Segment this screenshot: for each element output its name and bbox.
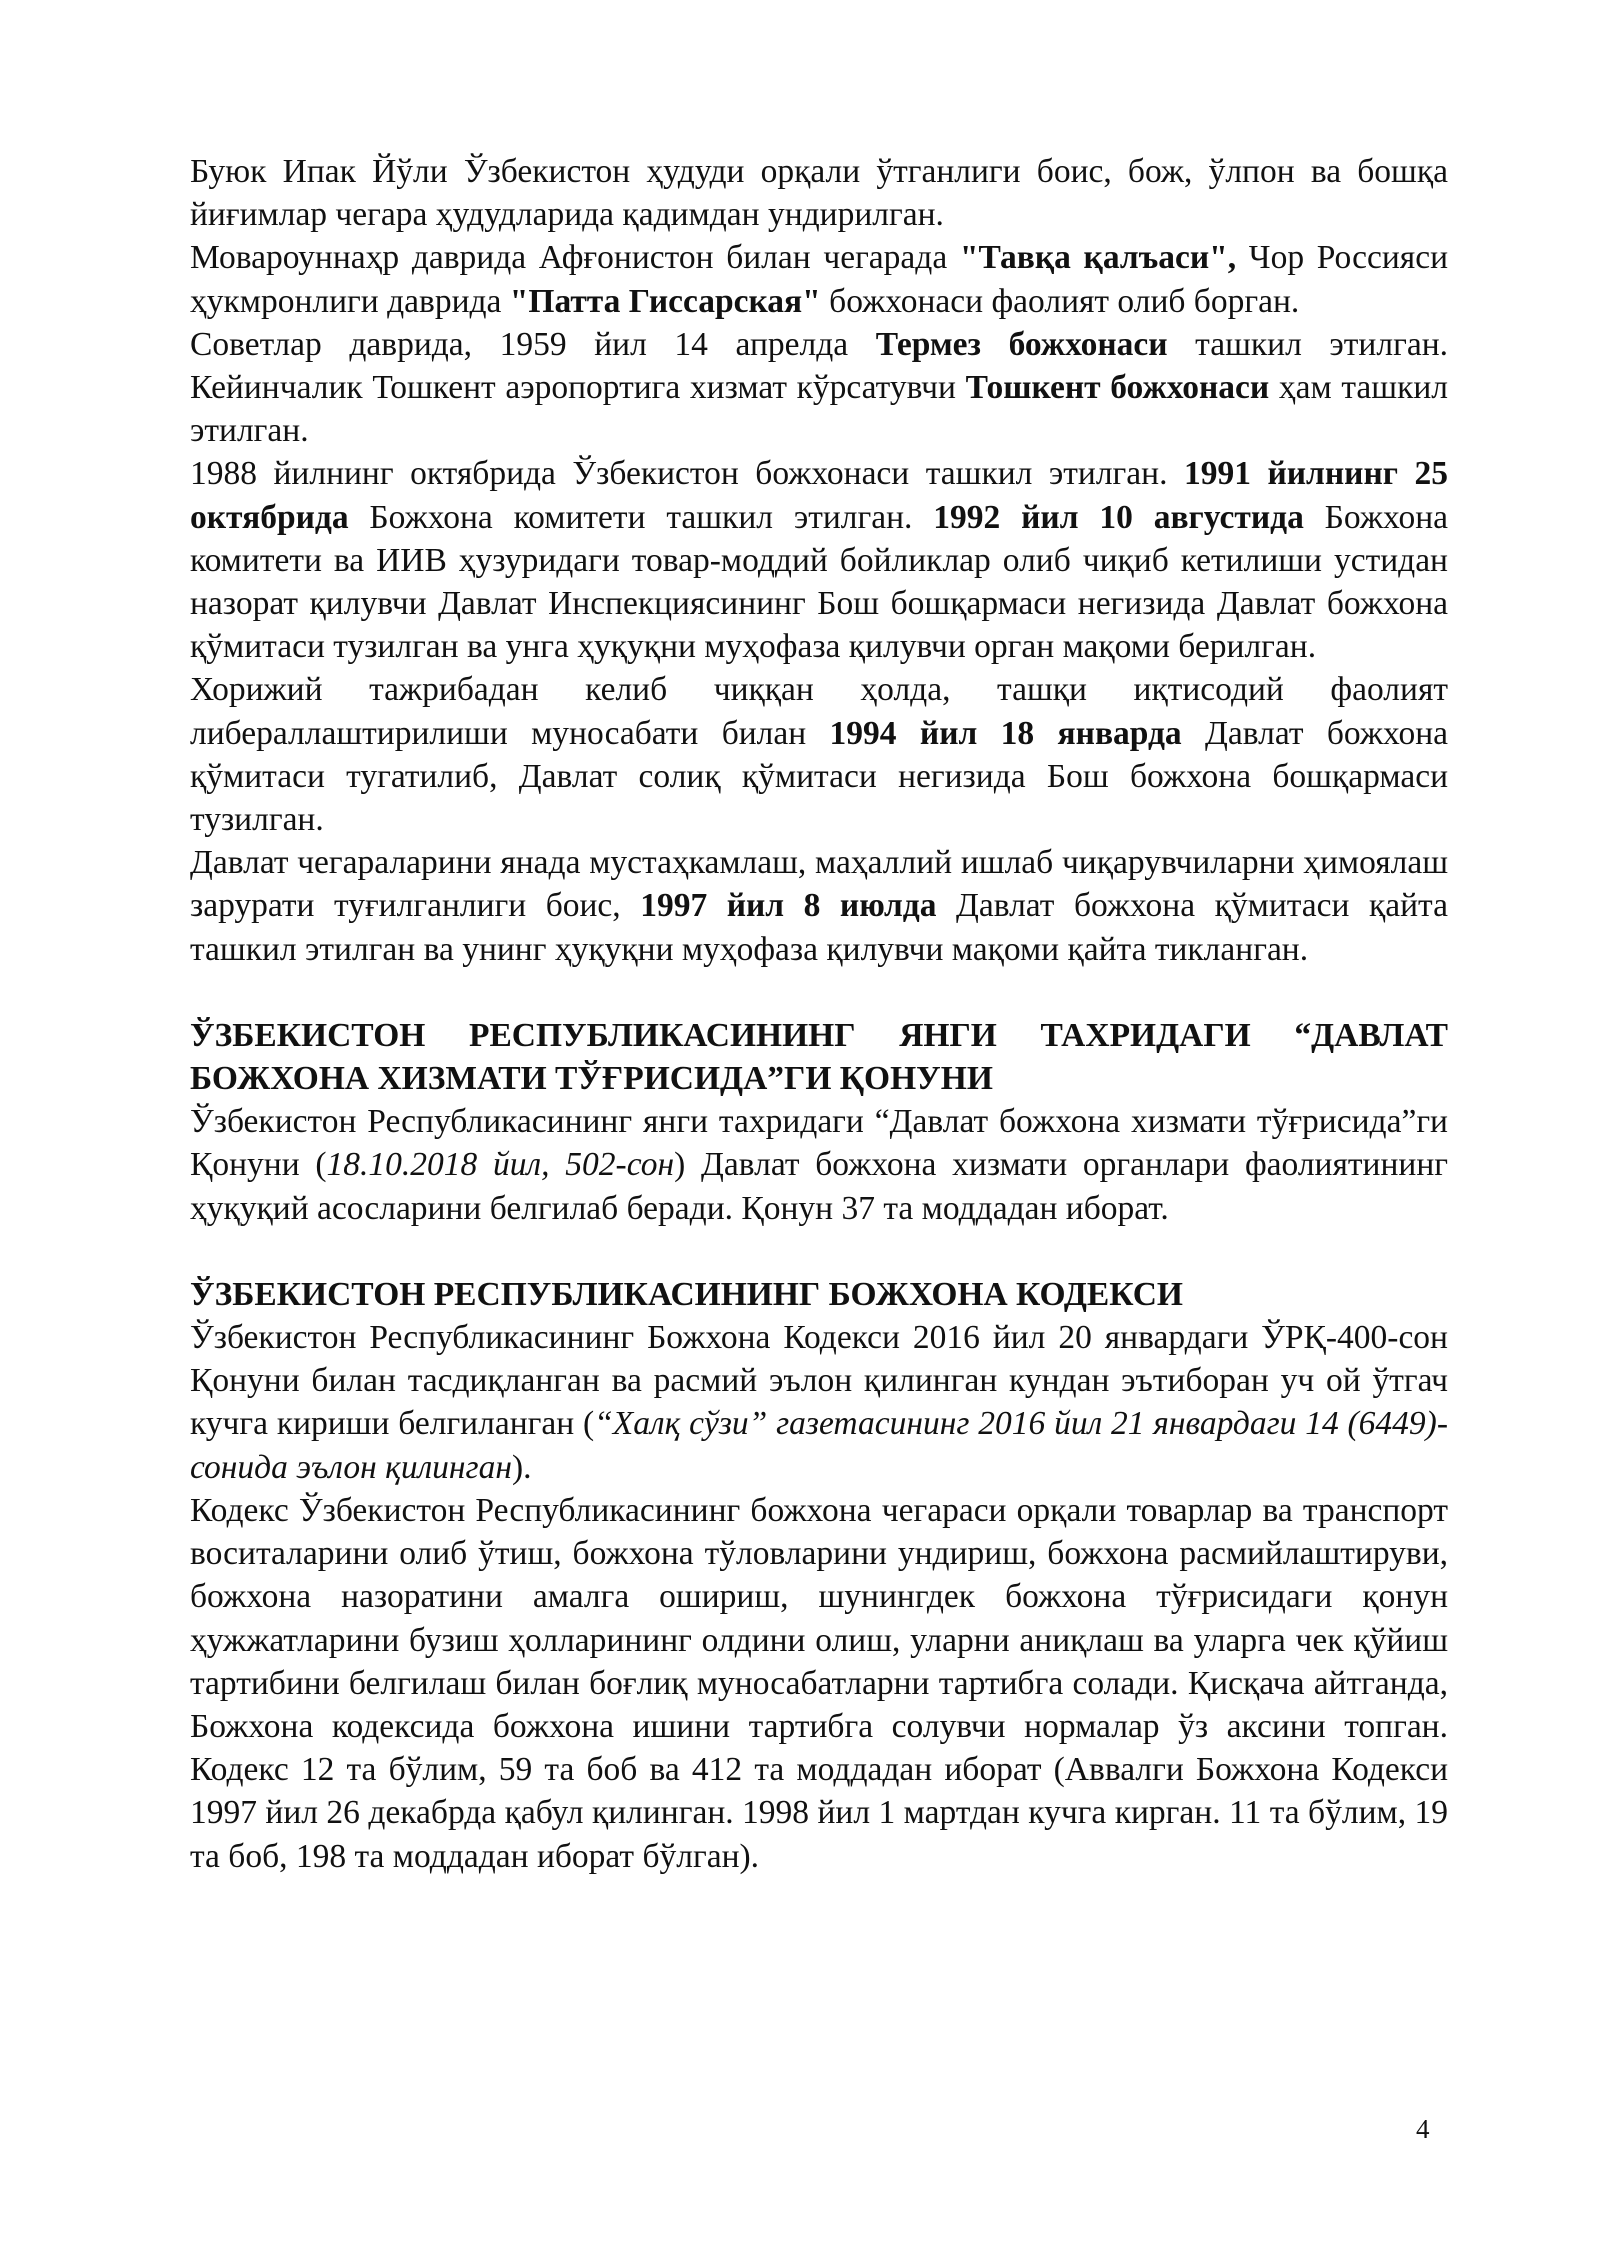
paragraph bbox=[190, 236, 1448, 322]
paragraph bbox=[190, 1100, 1448, 1230]
italic-text: “Халқ сўзи” газетасининг 2016 йил 21 январдаги 14 (6449)-сонида эълон қилинган bbox=[190, 1405, 1448, 1486]
bold-text: "Патта Гиссарская" bbox=[509, 282, 821, 320]
text-run: Божхона комитети ташкил этилган. bbox=[348, 498, 934, 536]
text-run: Чор Россияси ҳукмронлиги даврида bbox=[190, 239, 1449, 320]
section-heading-law: ЎЗБЕКИСТОН РЕСПУБЛИКАСИНИНГ ЯНГИ ТАХРИДАГИ “ДАВЛАТ БОЖХОНА ХИЗМАТИ ТЎҒРИСИДА”ГИ ҚОНУНИ bbox=[190, 1016, 1448, 1098]
text-run: ). bbox=[511, 1448, 532, 1486]
spacer bbox=[190, 971, 1448, 1014]
text-run: ташкил этилган. Кейинчалик Тошкент аэропортига хизмат кўрсатувчи bbox=[190, 325, 1448, 407]
paragraph bbox=[190, 323, 1448, 453]
paragraph bbox=[190, 452, 1448, 668]
paragraph bbox=[190, 1316, 1448, 1489]
paragraph bbox=[190, 841, 1448, 971]
text-run: Мовароуннаҳр даврида Афғонистон билан чегарада bbox=[190, 239, 960, 277]
text-run: ҳам ташкил этилган. bbox=[190, 369, 1448, 450]
history-section bbox=[190, 150, 1448, 971]
paragraph bbox=[190, 668, 1448, 841]
code-section bbox=[190, 1273, 1448, 1878]
text-run: Хорижий тажрибадан келиб чиққан ҳолда, ташқи иқтисодий фаолият либераллаштирилиши муносабати билан bbox=[190, 671, 1448, 752]
italic-text: 18.10.2018 йил, 502-сон bbox=[326, 1146, 675, 1184]
spacer bbox=[190, 1230, 1448, 1273]
page-number: 4 bbox=[1416, 2114, 1430, 2144]
bold-text: "Тавқа қалъаси", bbox=[959, 239, 1237, 277]
bold-text: 1992 йил 10 августида bbox=[933, 498, 1304, 536]
text-run: Советлар даврида, 1959 йил 14 апрелда bbox=[190, 325, 876, 363]
bold-text: Термез божхонаси bbox=[875, 325, 1168, 363]
paragraph bbox=[190, 150, 1448, 236]
bold-text: 1997 йил 8 июлда bbox=[640, 887, 937, 925]
section-heading-code: ЎЗБЕКИСТОН РЕСПУБЛИКАСИНИНГ БОЖХОНА КОДЕКСИ bbox=[190, 1275, 1183, 1313]
text-run: Ўзбекистон Республикасининг янги тахридаги “Давлат божхона хизмати тўғрисида”ги Қонуни ( bbox=[190, 1103, 1448, 1184]
bold-text: 1994 йил 18 январда bbox=[829, 714, 1182, 752]
bold-text: Тошкент божхонаси bbox=[965, 369, 1270, 407]
law-section bbox=[190, 1014, 1448, 1230]
text-run: Ўзбекистон Республикасининг Божхона Кодекси 2016 йил 20 январдаги ЎРҚ-400-сон Қонуни билан тасдиқланган ва расмий эълон қилинган кундан эътиборан уч ой ўтгач кучга кириши белгиланган ( bbox=[190, 1319, 1448, 1443]
text-run: 1988 йилнинг октябрида Ўзбекистон божхонаси ташкил этилган. bbox=[190, 455, 1184, 493]
text-run: Давлат чегараларини янада мустаҳкамлаш, маҳаллий ишлаб чиқарувчиларни ҳимоялаш зарурати туғилганлиги боис, bbox=[190, 844, 1448, 925]
text-run: Давлат божхона қўмитаси тугатилиб, Давлат солиқ қўмитаси негизида Бош божхона бошқармаси тузилган. bbox=[190, 714, 1448, 839]
document-page bbox=[190, 150, 1448, 1878]
bold-text: 1991 йилнинг 25 октябрида bbox=[190, 455, 1448, 536]
text-run: Божхона комитети ва ИИВ ҳузуридаги товар-моддий бойликлар олиб чиқиб кетилиши устидан назорат қилувчи Давлат Инспекциясининг Бош бошқармаси негизида Давлат божхона қўмитаси тузилган ва унга ҳуқуқни муҳофаза қилувчи орган мақоми берилган. bbox=[190, 498, 1448, 666]
text-run: Давлат божхона қўмитаси қайта ташкил этилган ва унинг ҳуқуқни муҳофаза қилувчи мақоми қайта тикланган. bbox=[190, 887, 1448, 968]
paragraph bbox=[190, 1489, 1448, 1878]
text-run: божхонаси фаолият олиб борган. bbox=[820, 282, 1300, 320]
text-run: ) Давлат божхона хизмати органлари фаолиятининг ҳуқуқий асосларини белгилаб беради. Қонун 37 та моддадан иборат. bbox=[190, 1146, 1448, 1227]
text-run: Кодекс Ўзбекистон Республикасининг божхона чегараси орқали товарлар ва транспорт воситаларини олиб ўтиш, божхона тўловларини ундириш, божхона расмийлаштируви, божхона назоратини амалга ошириш, шунингдек божхона тўғрисидаги қонун ҳужжатларини бузиш ҳолларининг олдини олиш, уларни аниқлаш ва уларга чек қўйиш тартибини белгилаш билан боғлиқ муносабатларни тартибга солади. Қисқача айтганда, Божхона кодексида божхона ишини тартибга солувчи нормалар ўз аксини топган. Кодекс 12 та бўлим, 59 та боб ва 412 та моддадан иборат (Аввалги Божхона Кодекси 1997 йил 26 декабрда қабул қилинган. 1998 йил 1 мартдан кучга кирган. 11 та бўлим, 19 та боб, 198 та моддадан иборат бўлган). bbox=[190, 1491, 1448, 1875]
text-run: Буюк Ипак Йўли Ўзбекистон ҳудуди орқали ўтганлиги боис, бож, ўлпон ва бошқа йиғимлар чегара ҳудудларида қадимдан ундирилган. bbox=[190, 153, 1448, 234]
